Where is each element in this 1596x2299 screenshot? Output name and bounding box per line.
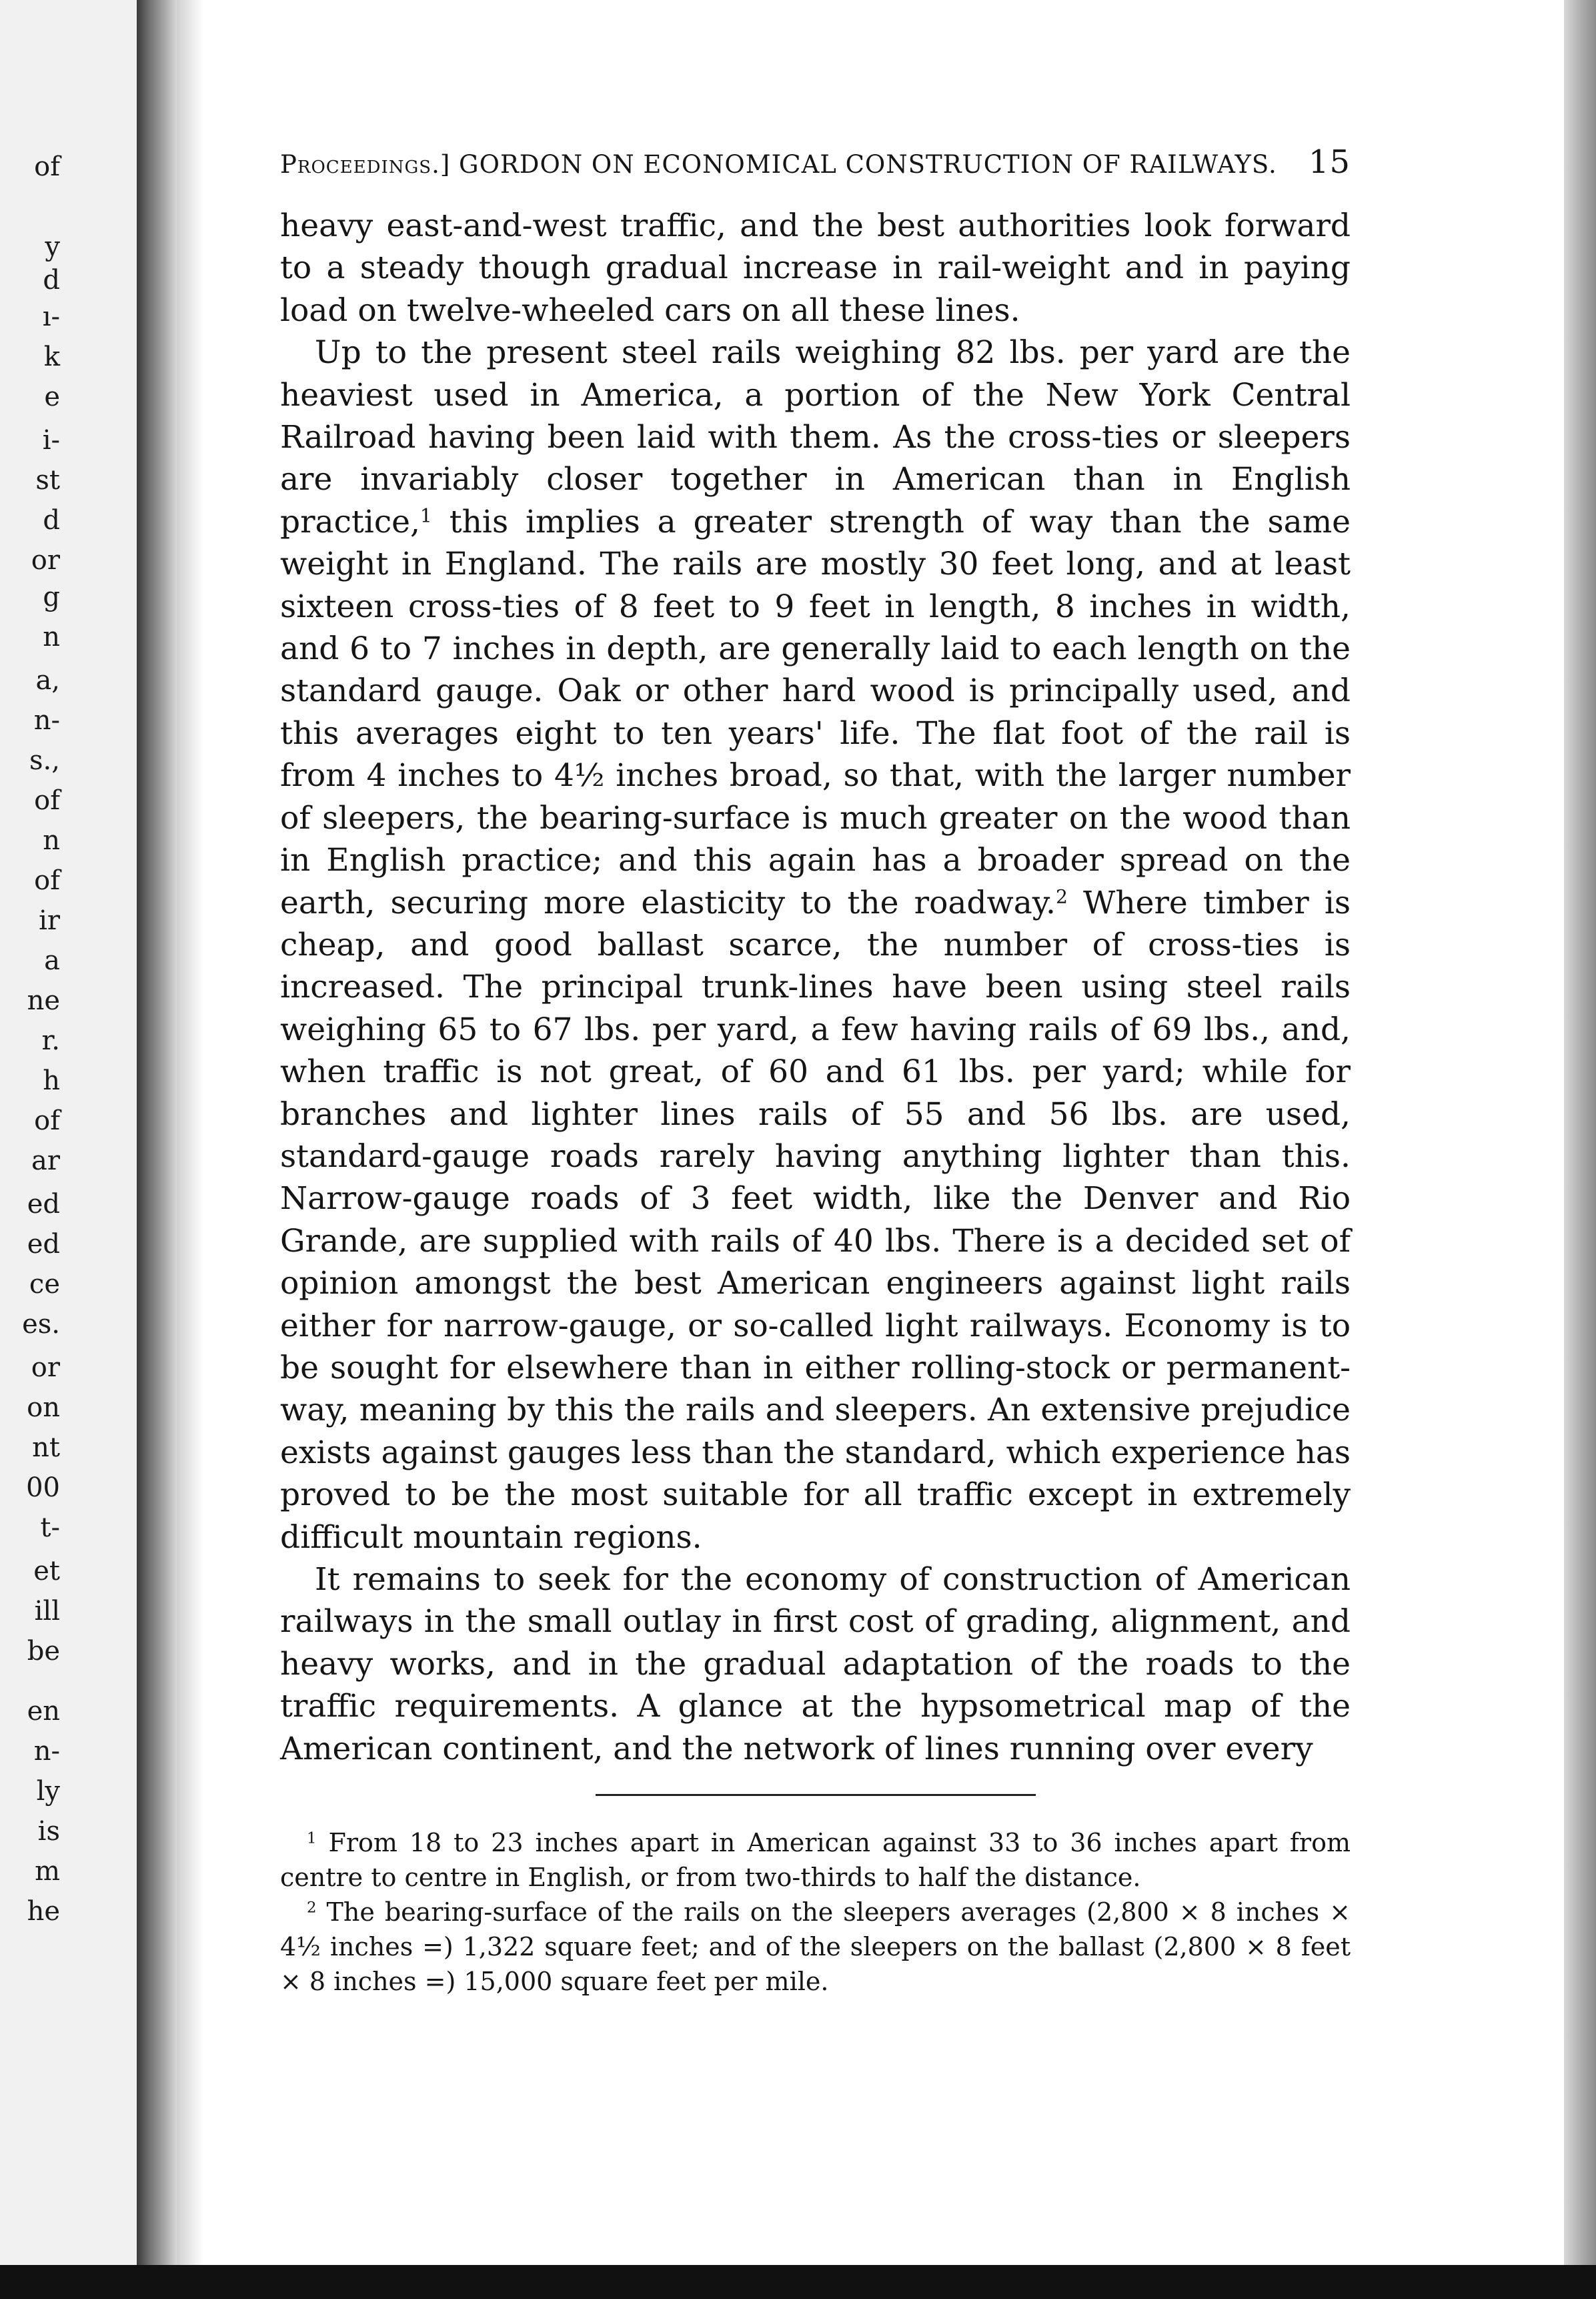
facing-page-fragment: is — [37, 1816, 60, 1847]
footnote-ref: 1 — [420, 504, 432, 527]
facing-page-fragment: k — [43, 342, 60, 372]
facing-page-fragment: ne — [27, 985, 60, 1016]
running-title: Proceedings.] GORDON ON ECONOMICAL CONSTRUCTION OF RAILWAYS. — [280, 150, 1277, 179]
facing-page-fragment: ly — [36, 1776, 60, 1807]
facing-page-fragment: t- — [40, 1512, 60, 1543]
paragraph-text: Where timber is cheap, and good ballast scarce, the number of cross-ties is increased. The principal trunk-lines have been using steel rails weighing 65 to 67 lbs. per yard, a few having rails of 69 lbs., and, when traffic is not great, of 60 and 61 lbs. per yard; while for branches and lighter lines rails of 55 and 56 lbs. are used, standard-gauge roads rarely having anything lighter than this. Narrow-gauge roads of 3 feet width, like the Denver and Rio Grande, are supplied with rails of 40 lbs. There is a decided set of opinion amongst the best American engineers against light rails either for narrow-gauge, or so-called light railways. Economy is to be sought for elsewhere than in either rolling-stock or permanent-way, meaning by this the rails and sleepers. An extensive prejudice exists against gauges less than the standard, which experience has proved to be the most suitable for all traffic except in extremely difficult mountain regions. — [280, 884, 1351, 1556]
footnote — [280, 1825, 1351, 1895]
page-edge — [1564, 0, 1596, 2299]
facing-page-fragment: h — [43, 1065, 60, 1096]
paragraph-text: this implies a greater strength of way than the same weight in England. The rails are mostly 30 feet long, and at least sixteen cross-ties of 8 feet to 9 feet in length, 8 inches in width, and 6 to 7 inches in depth, are generally laid to each length on the standard gauge. Oak or other hard wood is principally used, and this averages eight to ten years' life. The flat foot of the rail is from 4 inches to 4½ inches broad, so that, with the larger number of sleepers, the bearing-surface is much greater on the wood than in English practice; and this again has a broader spread on the earth, securing more elasticity to the roadway. — [280, 503, 1351, 921]
facing-page-fragment: e — [44, 382, 60, 412]
facing-page-fragment: ed — [27, 1229, 60, 1260]
facing-page-fragment: of — [34, 151, 60, 182]
facing-page-fragment: d — [43, 265, 60, 296]
facing-page — [0, 0, 143, 2299]
facing-page-fragment: he — [27, 1896, 60, 1927]
facing-page-fragment: i- — [42, 425, 60, 456]
facing-page-fragment: y — [45, 232, 60, 262]
facing-page-fragment: of — [34, 785, 60, 816]
facing-page-fragment: n- — [33, 705, 60, 736]
facing-page-fragment: 00 — [26, 1472, 60, 1503]
facing-page-fragment: a — [44, 945, 60, 976]
facing-page-fragment: et — [33, 1556, 60, 1586]
facing-page-fragment: r. — [41, 1025, 60, 1056]
facing-page-fragment: d — [43, 505, 60, 536]
facing-page-fragment: ed — [27, 1189, 60, 1220]
facing-page-fragment: st — [35, 465, 60, 496]
body-text — [280, 205, 1351, 1770]
footnote — [280, 1895, 1351, 1999]
facing-page-fragment: nt — [32, 1432, 60, 1463]
footnote-mark: 2 — [307, 1899, 317, 1917]
book-page — [280, 143, 1351, 1999]
facing-page-fragment: es. — [22, 1309, 60, 1340]
page-number: 15 — [1308, 143, 1351, 181]
facing-page-fragment: ar — [31, 1145, 60, 1176]
facing-page-fragment: of — [34, 865, 60, 896]
facing-page-fragment: or — [31, 545, 60, 576]
facing-page-fragment: or — [31, 1352, 60, 1383]
facing-page-fragment: s., — [29, 745, 60, 776]
facing-page-fragment: be — [27, 1636, 60, 1667]
facing-page-fragment: ı- — [42, 302, 60, 332]
facing-page-fragment: n — [43, 622, 60, 652]
footnote-mark: 1 — [307, 1829, 317, 1847]
footnote-text: The bearing-surface of the rails on the sleepers averages (2,800 × 8 inches × 4½ inches =) 1,322 square feet; and of the sleepers on the ballast (2,800 × 8 feet × 8 inches =) 15,000 square feet per mile. — [280, 1897, 1351, 1997]
facing-page-fragment: m — [35, 1856, 60, 1887]
footnotes — [280, 1825, 1351, 1999]
footnote-divider — [596, 1794, 1036, 1796]
facing-page-fragment: n- — [33, 1736, 60, 1767]
footnote-text: From 18 to 23 inches apart in American against 33 to 36 inches apart from centre to centre in English, or from two-thirds to half the distance. — [280, 1828, 1351, 1893]
paragraph — [280, 332, 1351, 1558]
facing-page-fragment: ce — [29, 1269, 60, 1300]
facing-page-fragment: en — [27, 1696, 60, 1727]
gutter-shadow — [177, 0, 203, 2299]
footnote-ref: 2 — [1055, 885, 1068, 907]
paragraph: heavy east-and-west traffic, and the best authorities look forward to a steady though gradual increase in rail-weight and in paying load on twelve-wheeled cars on all these lines. — [280, 207, 1351, 329]
running-header — [280, 143, 1351, 190]
facing-page-fragment: of — [34, 1105, 60, 1136]
facing-page-fragment: n — [43, 825, 60, 856]
paragraph: It remains to seek for the economy of construction of American railways in the small outlay in first cost of grading, alignment, and heavy works, and in the gradual adaptation of the roads to the traffic requirements. A glance at the hypsometrical map of the American continent, and the network of lines running over every — [280, 1561, 1351, 1767]
facing-page-fragment: a, — [35, 665, 60, 696]
facing-page-fragment: on — [27, 1392, 60, 1423]
facing-page-fragment: g — [43, 582, 60, 612]
scan-border — [0, 2265, 1596, 2299]
book-gutter — [137, 0, 177, 2299]
facing-page-fragment: ill — [34, 1596, 60, 1627]
facing-page-fragment: ir — [39, 905, 60, 936]
paragraph-text: Up to the present steel rails weighing 82 lbs. per yard are the heaviest used in America, a portion of the New York Central Railroad having been laid with them. As the cross-ties or sleepers are invariably closer together in American than in English practice, — [280, 334, 1351, 540]
